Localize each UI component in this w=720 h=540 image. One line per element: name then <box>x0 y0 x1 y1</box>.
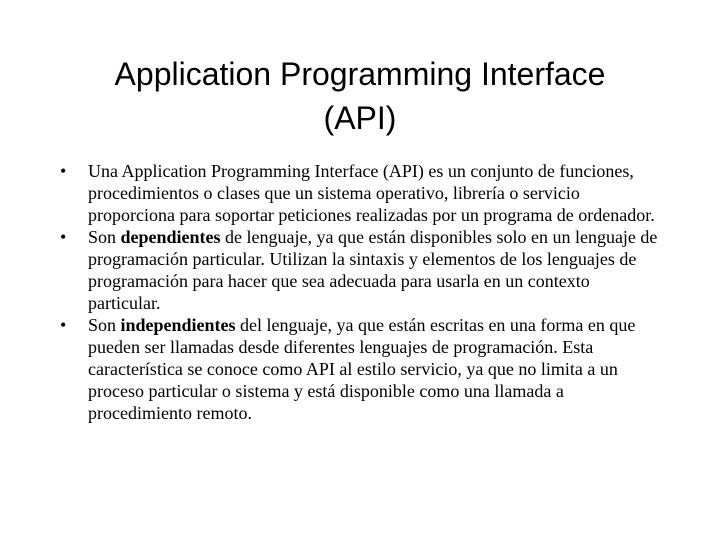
bullet-item-independientes <box>56 314 666 424</box>
bullet-bold-term: independientes <box>120 315 236 335</box>
bullet-text-start: Son <box>88 227 121 247</box>
bullet-list <box>56 160 666 424</box>
bullet-icon: • <box>60 161 67 181</box>
slide-title-line-1: Application Programming Interface <box>114 56 606 92</box>
bullet-text-rest: de lenguaje, ya que están disponibles solo en un lenguaje de programación particular. Utilizan la sintaxis y elementos de los lenguajes de programación para hacer que sea adecuada para usarla en un contexto particular. <box>88 227 658 313</box>
bullet-text-start: Son <box>88 315 121 335</box>
bullet-text-rest: del lenguaje, ya que están escritas en una forma en que pueden ser llamadas desde diferentes lenguajes de programación. Esta característica se conoce como API al estilo servicio, ya que no limita a un proceso particular o sistema y está disponible como una llamada a procedimiento remoto. <box>88 315 636 423</box>
bullet-text: Una Application Programming Interface (API) es un conjunto de funciones, procedimientos o clases que un sistema operativo, librería o servicio proporciona para soportar peticiones realizadas por un programa de ordenador. <box>88 161 655 225</box>
bullet-item-dependientes <box>56 226 666 314</box>
slide-title <box>60 52 660 140</box>
bullet-icon: • <box>60 227 67 247</box>
slide-title-line-2: (API) <box>323 100 397 136</box>
bullet-item-definition <box>56 160 666 226</box>
bullet-bold-term: dependientes <box>120 227 221 247</box>
bullet-icon: • <box>60 315 67 335</box>
